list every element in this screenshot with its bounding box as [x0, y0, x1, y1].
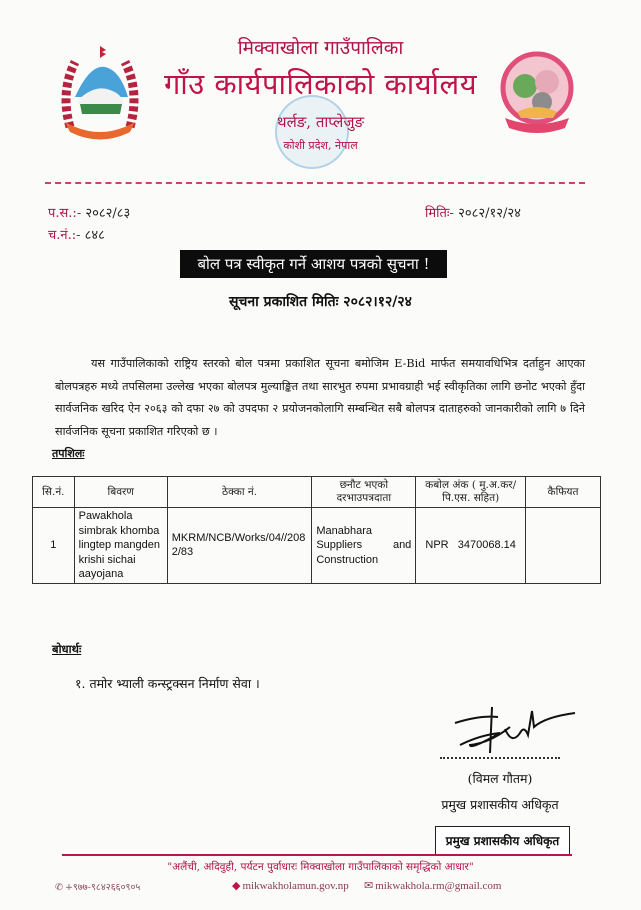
notice-body: यस गाउँपालिकाको राष्ट्रिय स्तरको बोल पत्रमा प्रकाशित सूचना बमोजिम E-Bid मार्फत समयावधिभित्र दर्ताहुन आएका बोलपत्रहरु मध्ये तपसिलमा उल्लेख भएका बोलपत्र मुल्याङ्कित तथा सारभुत रुपमा प्रभावग्राही भई स्वीकृतिका लागि छनोट भएको हुँदा सार्वजनिक खरिद ऐन २०६३ को दफा २७ को उपदफा २ प्रयोजनकोलागि सम्बन्धित सबै बोलपत्र दाताहरुको जानकारीको लागि ७ दिने सार्वजनिक सूचना प्रकाशित गरिएको छ ।	[55, 357, 585, 438]
chalani-label: च.नं.:-	[48, 228, 81, 243]
date-label: मितिः-	[425, 206, 454, 221]
footer-divider	[62, 854, 572, 856]
cell-remarks	[526, 508, 601, 584]
cell-contract-no: MKRM/NCB/Works/04//2082/83	[167, 508, 312, 584]
signatory-title: प्रमुख प्रशासकीय अधिकृत	[441, 797, 559, 812]
website-text[interactable]: mikwakholamun.gov.np	[242, 880, 349, 892]
published-date: सूचना प्रकाशित मितिः २०८२।१२/२४	[229, 294, 412, 310]
footer-phone	[55, 880, 140, 893]
header-divider	[45, 182, 585, 184]
cc-item: १. तमोर भ्याली कन्स्ट्रक्सन निर्माण सेवा ।	[75, 676, 260, 691]
phone-number: +९७७-९८४२६६०९०५	[64, 882, 141, 893]
header-description: बिवरण	[74, 477, 167, 508]
location-pin-icon: ◆	[232, 880, 241, 892]
signatory-name: (विमल गौतम)	[467, 771, 533, 786]
letter-date	[425, 203, 521, 221]
office-name: गाँउ कार्यपालिकाको कार्यालय	[163, 67, 478, 101]
date-value: २०८२/१२/२४	[458, 206, 521, 221]
cell-amount: NPR 3470068.14	[416, 508, 526, 584]
phone-icon: ✆	[55, 882, 63, 893]
signature	[450, 705, 580, 760]
cc-label: बोधार्थः	[52, 642, 82, 656]
municipality-name: मिक्वाखोला गाउँपालिका	[237, 37, 404, 59]
header-remarks: कैफियत	[526, 477, 601, 508]
bid-table	[32, 476, 601, 584]
table-header-row	[33, 477, 601, 508]
patra-sankhya	[48, 203, 130, 221]
details-label: तपशिलः	[52, 447, 85, 460]
header-contract-no: ठेक्का नं.	[167, 477, 312, 508]
office-seal	[275, 95, 349, 169]
signature-line	[440, 757, 560, 759]
footer-email[interactable]	[364, 879, 501, 892]
header-amount: कबोल अंक ( मु.अ.कर/पि.एस. सहित)	[416, 477, 526, 508]
designation-stamp: प्रमुख प्रशासकीय अधिकृत	[435, 826, 570, 855]
email-text[interactable]: mikwakhola.rm@gmail.com	[375, 880, 502, 892]
footer-slogan: "अलैंची, अदिवुही, पर्यटन पुर्वाधारः मिक्वाखोला गाउँपालिकाको समृद्धिको आधार"	[167, 861, 474, 873]
footer-website[interactable]	[232, 879, 349, 892]
table-row	[33, 508, 601, 584]
cell-bidder: Manabhara Suppliers and Construction	[312, 508, 416, 584]
office-location: थर्लङ, ताप्लेजुङ	[276, 113, 365, 131]
notice-title: बोल पत्र स्वीकृत गर्ने आशय पत्रको सुचना !	[180, 250, 447, 278]
header-bidder: छनौट भएको दरभाउपत्रदाता	[312, 477, 416, 508]
cell-sn: 1	[33, 508, 75, 584]
patra-label: प.स.:-	[48, 206, 82, 221]
patra-value: २०८२/८३	[85, 206, 131, 221]
cell-description: Pawakhola simbrak khomba lingtep mangden krishi sichai aayojana	[74, 508, 167, 584]
office-province: कोशी प्रदेश, नेपाल	[283, 139, 358, 152]
header-sn: सि.नं.	[33, 477, 75, 508]
mail-icon: ✉	[364, 880, 374, 892]
chalani-value: ८४८	[84, 228, 105, 243]
chalani-number	[48, 225, 105, 243]
